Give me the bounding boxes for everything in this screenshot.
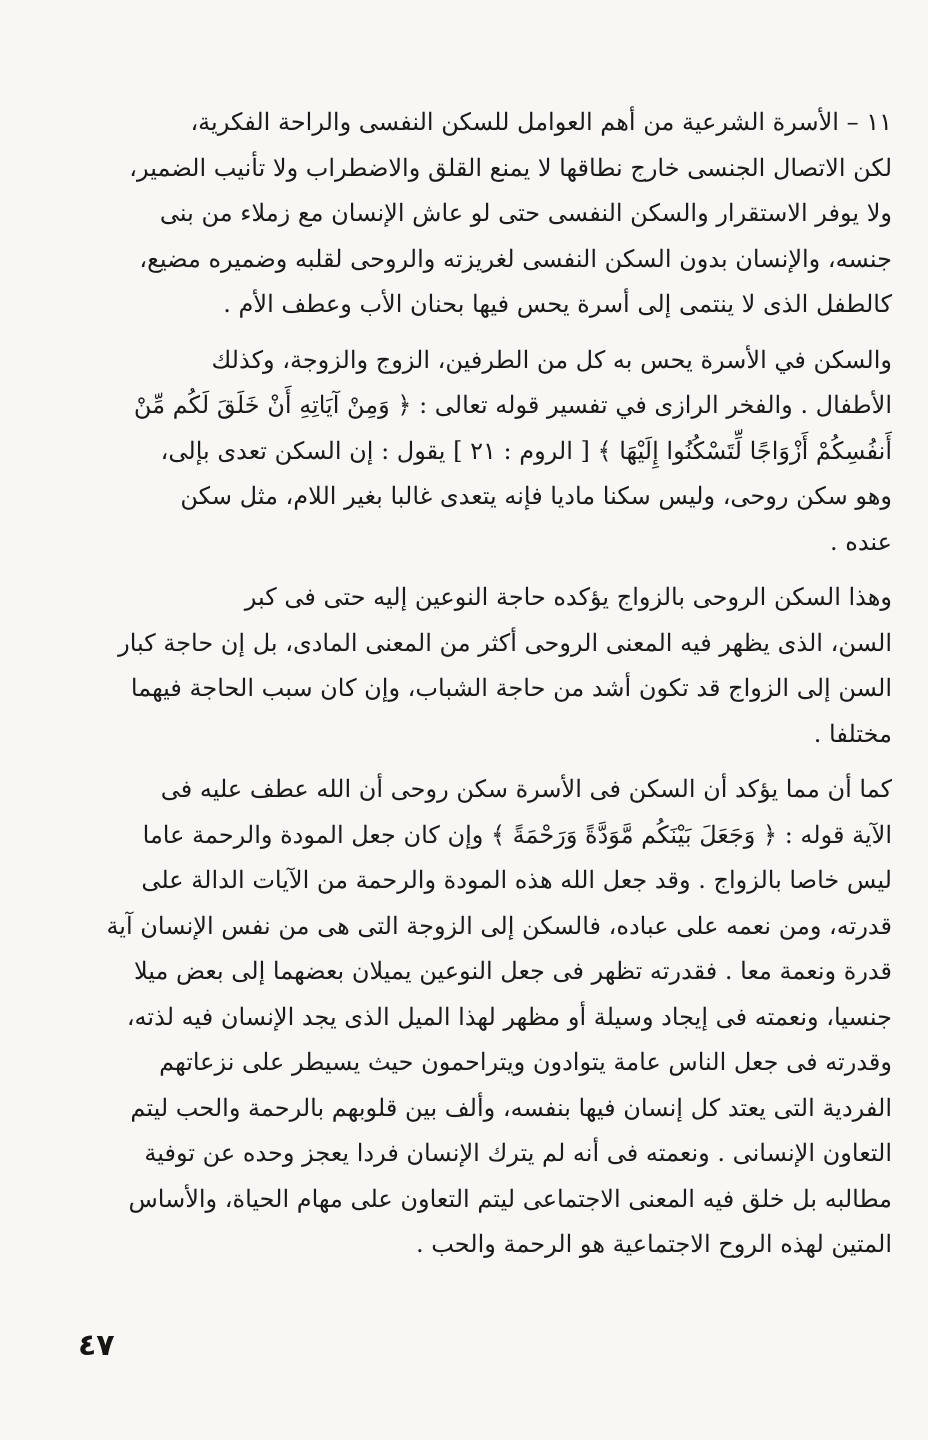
paragraph-3 (72, 575, 892, 757)
text-line: ولا يوفر الاستقرار والسكن النفسى حتى لو عاش الإنسان مع زملاء من بنى (159, 199, 892, 227)
paragraph-2 (72, 338, 892, 566)
text-line: ١١ – الأسرة الشرعية من أهم العوامل للسكن النفسى والراحة الفكرية، (190, 108, 892, 136)
paragraph-4 (72, 767, 892, 1268)
text-line: المتين لهذه الروح الاجتماعية هو الرحمة والحب . (415, 1230, 892, 1258)
text-line: مطالبه بل خلق فيه المعنى الاجتماعى ليتم التعاون على مهام الحياة، والأساس (128, 1184, 892, 1213)
paragraph-1 (72, 100, 892, 328)
text-line: أَنفُسِكُمْ أَزْوَاجًا لِّتَسْكُنُوا إِلَيْهَا ﴾ [ الروم : ٢١ ] يقول : إن السكن تعدى بإلى، (160, 436, 892, 465)
text-line: وقدرته فى جعل الناس عامة يتوادون ويتراحمون حيث يسيطر على نزعاتهم (159, 1048, 892, 1076)
text-line: ليس خاصا بالزواج . وقد جعل الله هذه المودة والرحمة من الآيات الدالة على (141, 866, 892, 894)
text-line: كالطفل الذى لا ينتمى إلى أسرة يحس فيها بحنان الأب وعطف الأم . (223, 290, 892, 318)
text-line: جنسيا، ونعمته فى إيجاد وسيلة أو مظهر لهذا الميل الذى يجد الإنسان فيه لذته، (126, 1002, 892, 1031)
text-line: قدرة ونعمة معا . فقدرته تظهر فى جعل النوعين يميلان بعضهما إلى بعض ميلا (133, 957, 892, 985)
text-line: التعاون الإنسانى . ونعمته فى أنه لم يترك الإنسان فردا يعجز وحده عن توفية (144, 1139, 892, 1167)
text-line: الفردية التى يعتد كل إنسان فيها بنفسه، وألف بين قلوبهم بالرحمة والحب ليتم (130, 1093, 892, 1122)
page-number: ٤٧ (78, 1328, 115, 1363)
text-line: لكن الاتصال الجنسى خارج نطاقها لا يمنع القلق والاضطراب ولا تأنيب الضمير، (129, 153, 892, 182)
text-line: كما أن مما يؤكد أن السكن فى الأسرة سكن روحى أن الله عطف عليه فى (160, 775, 892, 803)
text-line: والسكن في الأسرة يحس به كل من الطرفين، الزوج والزوجة، وكذلك (211, 345, 892, 374)
text-line: قدرته، ومن نعمه على عباده، فالسكن إلى الزوجة التى هى من نفس الإنسان آية (106, 911, 892, 940)
text-line: السن، الذى يظهر فيه المعنى الروحى أكثر من المعنى المادى، بل إن حاجة كبار (118, 628, 892, 657)
text-line: عنده . (830, 527, 892, 556)
text-line: السن إلى الزواج قد تكون أشد من حاجة الشباب، وإن كان سبب الحاجة فيهما (130, 674, 892, 702)
text-line: الآية قوله : ﴿ وَجَعَلَ بَيْنَكُم مَّوَدَّةً وَرَحْمَةً ﴾ وإن كان جعل المودة والرحمة عاما (142, 820, 892, 849)
text-line: وهو سكن روحى، وليس سكنا ماديا فإنه يتعدى غالبا بغير اللام، مثل سكن (180, 482, 892, 510)
text-line: مختلفا . (813, 719, 892, 748)
text-line: الأطفال . والفخر الرازى في تفسير قوله تعالى : ﴿ وَمِنْ آيَاتِهِ أَنْ خَلَقَ لَكُم مِّنْ (133, 391, 892, 419)
page-body (72, 100, 892, 1268)
text-line: وهذا السكن الروحى بالزواج يؤكده حاجة النوعين إليه حتى فى كبر (244, 583, 892, 611)
text-line: جنسه، والإنسان بدون السكن النفسى لغريزته والروحى لقلبه وضميره مضيع، (139, 244, 892, 273)
